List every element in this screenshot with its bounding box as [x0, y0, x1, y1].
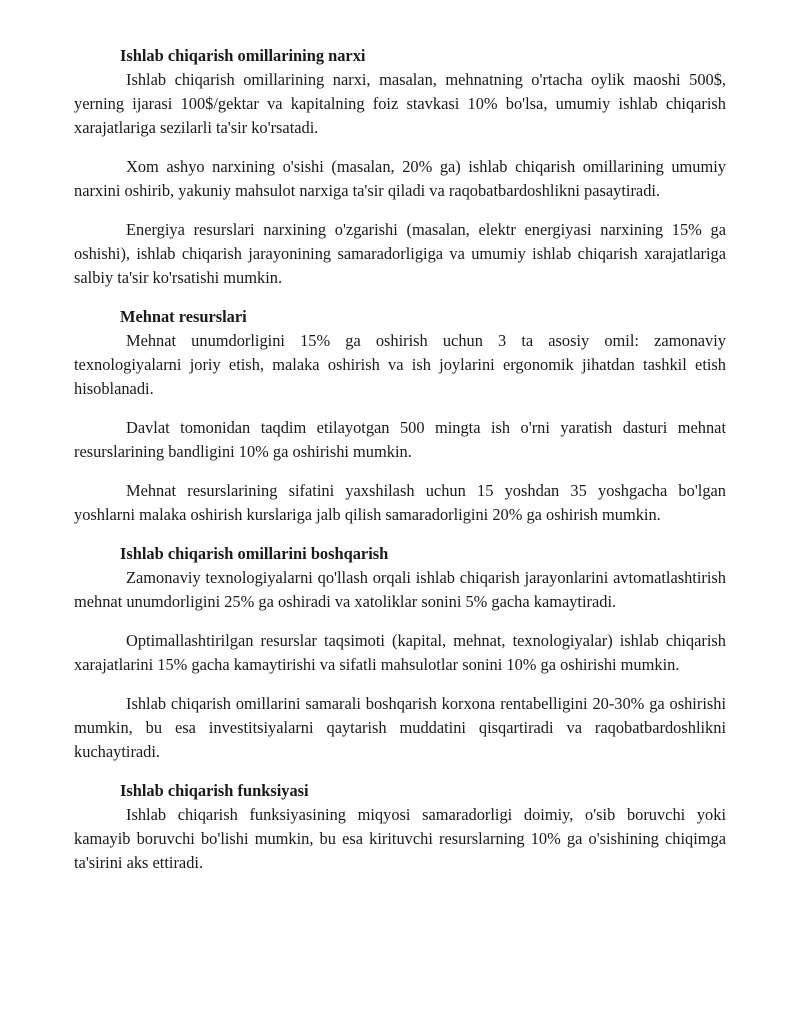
section-heading: Mehnat resurslari — [120, 307, 247, 326]
section-heading: Ishlab chiqarish omillarining narxi — [120, 46, 366, 65]
paragraph: Optimallashtirilgan resurslar taqsimoti (kapital, mehnat, texnologiyalar) ishlab chiqarish xarajatlarini 15% gacha kamaytirishi va sifatli mahsulotlar sonini 10% ga oshirishi mumkin. — [74, 631, 726, 674]
paragraph: Mehnat resurslarining sifatini yaxshilash uchun 15 yoshdan 35 yoshgacha bo'lgan yoshlarni malaka oshirish kurslariga jalb qilish samaradorligini 20% ga oshirish mumkin. — [74, 481, 726, 524]
paragraph: Davlat tomonidan taqdim etilayotgan 500 mingta ish o'rni yaratish dasturi mehnat resurslarining bandligini 10% ga oshirishi mumkin. — [74, 418, 726, 461]
paragraph: Ishlab chiqarish omillarini samarali boshqarish korxona rentabelligini 20-30% ga oshirishi mumkin, bu esa investitsiyalarni qaytarish muddatini qisqartiradi va raqobatbardoshlikni kuchaytiradi. — [74, 694, 726, 761]
paragraph: Xom ashyo narxining o'sishi (masalan, 20% ga) ishlab chiqarish omillarining umumiy narxini oshirib, yakuniy mahsulot narxiga ta'sir qiladi va raqobatbardoshlikni pasaytiradi. — [74, 157, 726, 200]
paragraph: Zamonaviy texnologiyalarni qo'llash orqali ishlab chiqarish jarayonlarini avtomatlashtirish mehnat unumdorligini 25% ga oshiradi va xatoliklar sonini 5% gacha kamaytiradi. — [74, 568, 726, 611]
section-heading: Ishlab chiqarish funksiyasi — [120, 781, 309, 800]
section-heading: Ishlab chiqarish omillarini boshqarish — [120, 544, 389, 563]
paragraph: Mehnat unumdorligini 15% ga oshirish uchun 3 ta asosiy omil: zamonaviy texnologiyalarni joriy etish, malaka oshirish va ish joylarini ergonomik jihatdan tashkil etish hisoblanadi. — [74, 331, 726, 398]
paragraph: Energiya resurslari narxining o'zgarishi (masalan, elektr energiyasi narxining 15% ga oshishi), ishlab chiqarish jarayonining samaradorligiga va umumiy ishlab chiqarish xarajatlariga salbiy ta'sir ko'rsatishi mumkin. — [74, 220, 726, 287]
paragraph: Ishlab chiqarish funksiyasining miqyosi samaradorligi doimiy, o'sib boruvchi yoki kamayib boruvchi bo'lishi mumkin, bu esa kirituvchi resurslarning 10% ga o'sishining chiqimga ta'sirini aks ettiradi. — [74, 805, 726, 872]
paragraph: Ishlab chiqarish omillarining narxi, masalan, mehnatning o'rtacha oylik maoshi 500$, yerning ijarasi 100$/gektar va kapitalning foiz stavkasi 10% bo'lsa, umumiy ishlab chiqarish xarajatlariga sezilarli ta'sir ko'rsatadi. — [74, 70, 726, 137]
document-page — [74, 44, 726, 875]
